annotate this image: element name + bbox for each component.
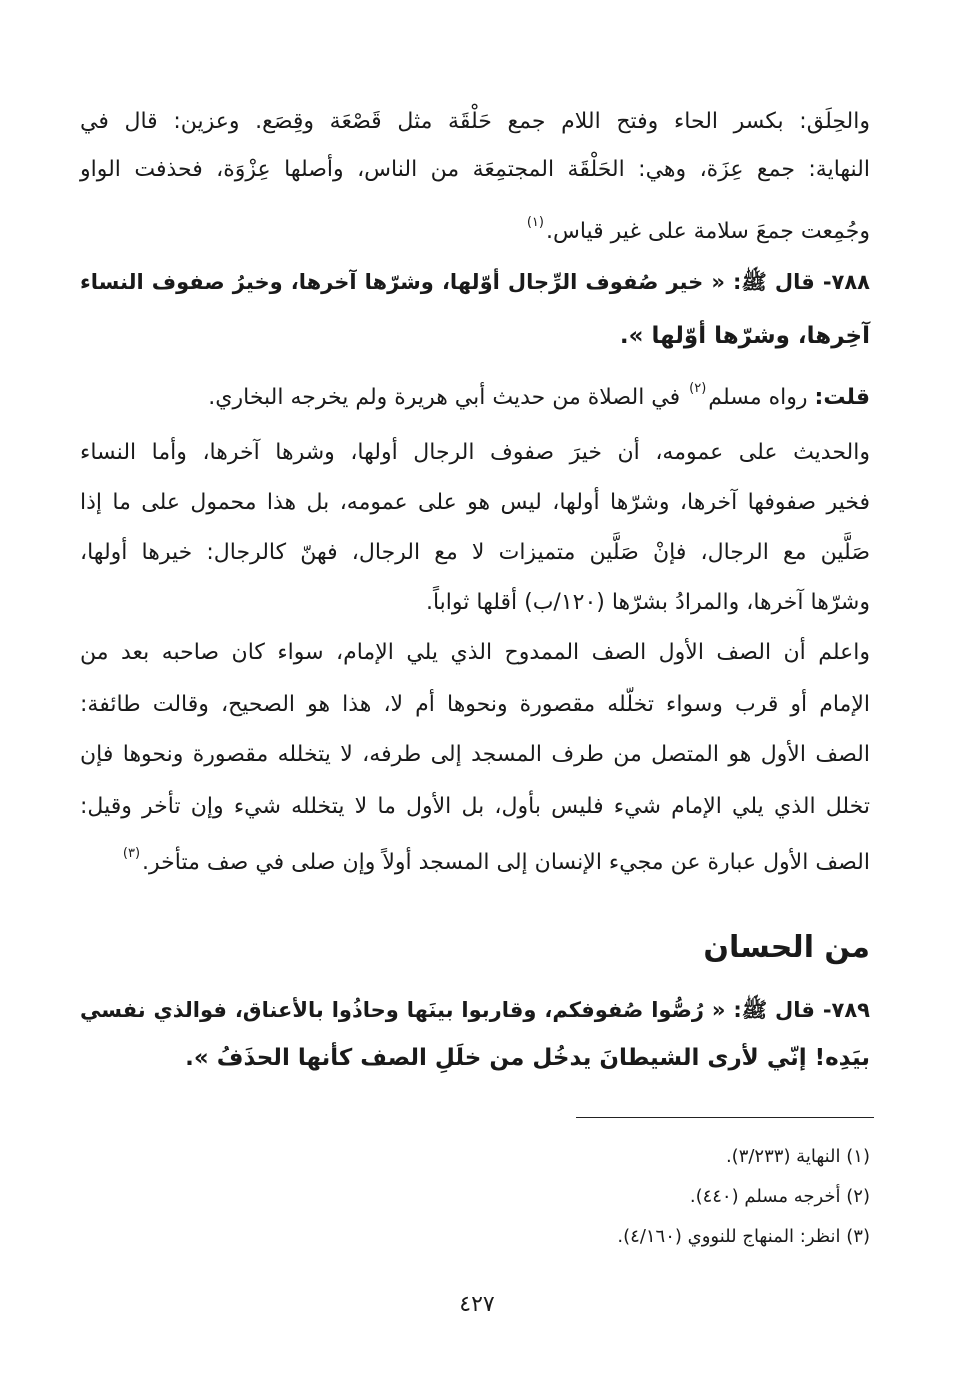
footnote-ref-3: (٣) [122,846,141,861]
paragraph-3-line-1: واعلم أن الصف الأول الصف الممدوح الذي يلي الإمام، سواء كان صاحبه بعد من [80,640,870,665]
qultu-line [80,380,870,419]
paragraph-3-line-5 [80,845,870,884]
footnote-divider [576,1117,874,1118]
paragraph-3-line-3: الصف الأول هو المتصل من طرف المسجد إلى طرفه، لا يتخلله مقصورة ونحوها فإن [80,742,870,767]
hadith-788-line-1: ٧٨٨- قال ﷺ: « خير صُفوف الرِّجال أوّلها، وشرّها آخرها، وخيرُ صفوف النساء [80,270,870,294]
paragraph-2-line-4: وشرّها آخرها، والمرادُ بشرّها (١٢٠/ب) أقلها ثواباً. [425,590,870,615]
paragraph-1-line-3-text: وجُمِعت جمعَ سلامة على غير قياس. [545,219,870,244]
footnote-ref-1: (١) [526,215,544,230]
paragraph-3-line-2: الإمام أو قرب وسواء تخلّله مقصورة ونحوها أم لا، هذا هو الصحيح، وقالت طائفة: [80,692,870,717]
paragraph-1-line-1: والحِلَق: بكسر الحاء وفتح اللام جمع حَلْقَة مثل قَصْعَة وقِصَع. وعزين: قال في [80,109,870,134]
qultu-text-1: رواه مسلم [708,385,808,410]
qultu-label: قلت: [814,385,870,410]
footnote-ref-2: (٢) [689,381,707,396]
paragraph-1-line-2: النهاية: جمع عِزَة، وهي: الحَلْقَة المجتمِعَة من الناس، وأصلها عِزْوَة، فحذفت الواو [80,157,870,182]
paragraph-2-line-3: صَلَّين مع الرجال، فإنْ صَلَّين متميزات لا مع الرجال، فهنّ كالرجال: خيرها أولها، [80,540,870,565]
footnote-3: (٣) انظر: المنهاج للنووي (٤/١٦٠). [617,1226,870,1247]
paragraph-1-line-3 [80,214,870,253]
footnote-1: (١) النهاية (٣/٢٣٣). [725,1146,870,1167]
paragraph-2-line-1: والحديث على عمومه، أن خيرَ صفوف الرجال أولها، وشرها آخرها، وأما النساء [80,440,870,465]
paragraph-3-line-5-text: الصف الأول عبارة عن مجيء الإنسان إلى المسجد أولاً وإن صلى في صف متأخر. [142,850,870,875]
footnote-2: (٢) أخرجه مسلم (٤٤٠). [689,1186,870,1207]
hadith-789-line-1: ٧٨٩- قال ﷺ: « رُصُّوا صُفوفكم، وقاربوا بينَها وحاذُوا بالأعناق، فوالذي نفسي [80,998,870,1022]
paragraph-3-line-4: تخلل الذي يلي الإمام شيء فليس بأول، بل الأول ما لا يتخلله شيء وإن تأخر وقيل: [80,794,870,819]
hadith-789-line-2: بيَدِه! إنّي لأرى الشيطانَ يدخُل من خلَلِ الصف كأنها الحذَفُ ». [185,1045,870,1071]
section-heading: من الحسان [703,930,870,965]
qultu-text-2: في الصلاة من حديث أبي هريرة ولم يخرجه البخاري. [208,385,681,410]
hadith-788-line-2: آخِرها، وشرّها أوّلها ». [619,323,870,349]
paragraph-2-line-2: فخير صفوفها آخرها، وشرّها أولها، ليس هو على عمومه، بل هذا محمول على ما إذا [80,490,870,515]
page-number: ٤٢٧ [459,1292,495,1317]
